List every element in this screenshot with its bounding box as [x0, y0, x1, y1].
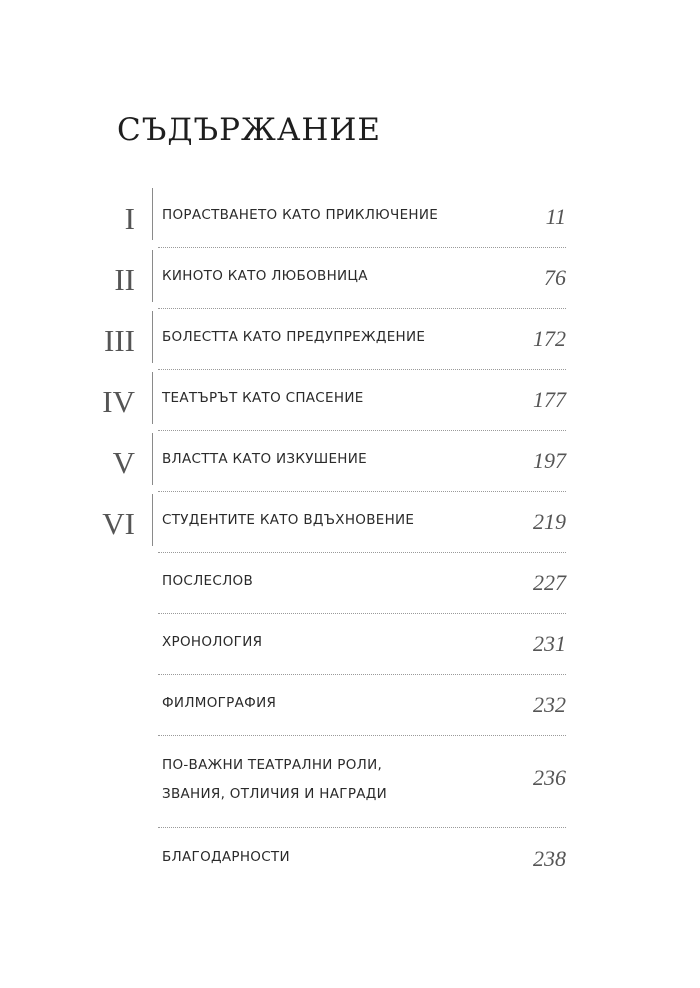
chapter-title: ТЕАТЪРЪТ КАТО СПАСЕНИЕ — [162, 390, 364, 406]
chapter-numeral: VI — [102, 506, 135, 541]
section-page-number: 232 — [533, 692, 566, 717]
dotted-separator — [158, 674, 566, 675]
dotted-separator — [158, 827, 566, 828]
chapter-title: КИНОТО КАТО ЛЮБОВНИЦА — [162, 268, 368, 284]
chapter-divider — [152, 188, 153, 240]
dotted-separator — [158, 491, 566, 492]
dotted-separator — [158, 369, 566, 370]
dotted-separator — [158, 552, 566, 553]
section-page-number: 236 — [533, 765, 566, 790]
chapter-divider — [152, 494, 153, 546]
chapter-numeral: II — [114, 262, 135, 297]
chapter-page-number: 177 — [533, 387, 566, 412]
chapter-divider — [152, 372, 153, 424]
chapter-numeral: III — [104, 323, 135, 358]
dotted-separator — [158, 613, 566, 614]
section-title: ФИЛМОГРАФИЯ — [162, 695, 277, 711]
chapter-numeral: IV — [102, 384, 135, 419]
chapter-numeral: V — [112, 445, 135, 480]
dotted-separator — [158, 247, 566, 248]
dotted-separator — [158, 430, 566, 431]
chapter-numeral: I — [124, 201, 135, 236]
chapter-title: ВЛАСТТА КАТО ИЗКУШЕНИЕ — [162, 451, 367, 467]
chapter-divider — [152, 311, 153, 363]
dotted-separator — [158, 308, 566, 309]
section-title: ХРОНОЛОГИЯ — [162, 634, 263, 650]
chapter-page-number: 172 — [533, 326, 566, 351]
chapter-title: СТУДЕНТИТЕ КАТО ВДЪХНОВЕНИЕ — [162, 512, 415, 528]
chapter-title: ПОРАСТВАНЕТО КАТО ПРИКЛЮЧЕНИЕ — [162, 207, 439, 223]
section-page-number: 238 — [533, 846, 566, 871]
chapter-page-number: 197 — [533, 448, 566, 473]
chapter-title: БОЛЕСТТА КАТО ПРЕДУПРЕЖДЕНИЕ — [162, 329, 426, 345]
section-title: БЛАГОДАРНОСТИ — [162, 849, 290, 865]
section-title: ПОСЛЕСЛОВ — [162, 573, 254, 589]
chapter-page-number: 76 — [544, 265, 566, 290]
chapter-divider — [152, 250, 153, 302]
page-title: СЪДЪРЖАНИЕ — [117, 112, 382, 148]
chapter-divider — [152, 433, 153, 485]
chapter-page-number: 11 — [545, 204, 566, 229]
dotted-separator — [158, 735, 566, 736]
section-page-number: 231 — [533, 631, 566, 656]
section-page-number: 227 — [533, 570, 566, 595]
section-title-line-1: ПО-ВАЖНИ ТЕАТРАЛНИ РОЛИ, — [162, 757, 383, 773]
chapter-page-number: 219 — [533, 509, 566, 534]
section-title-line-2: ЗВАНИЯ, ОТЛИЧИЯ И НАГРАДИ — [162, 786, 388, 802]
